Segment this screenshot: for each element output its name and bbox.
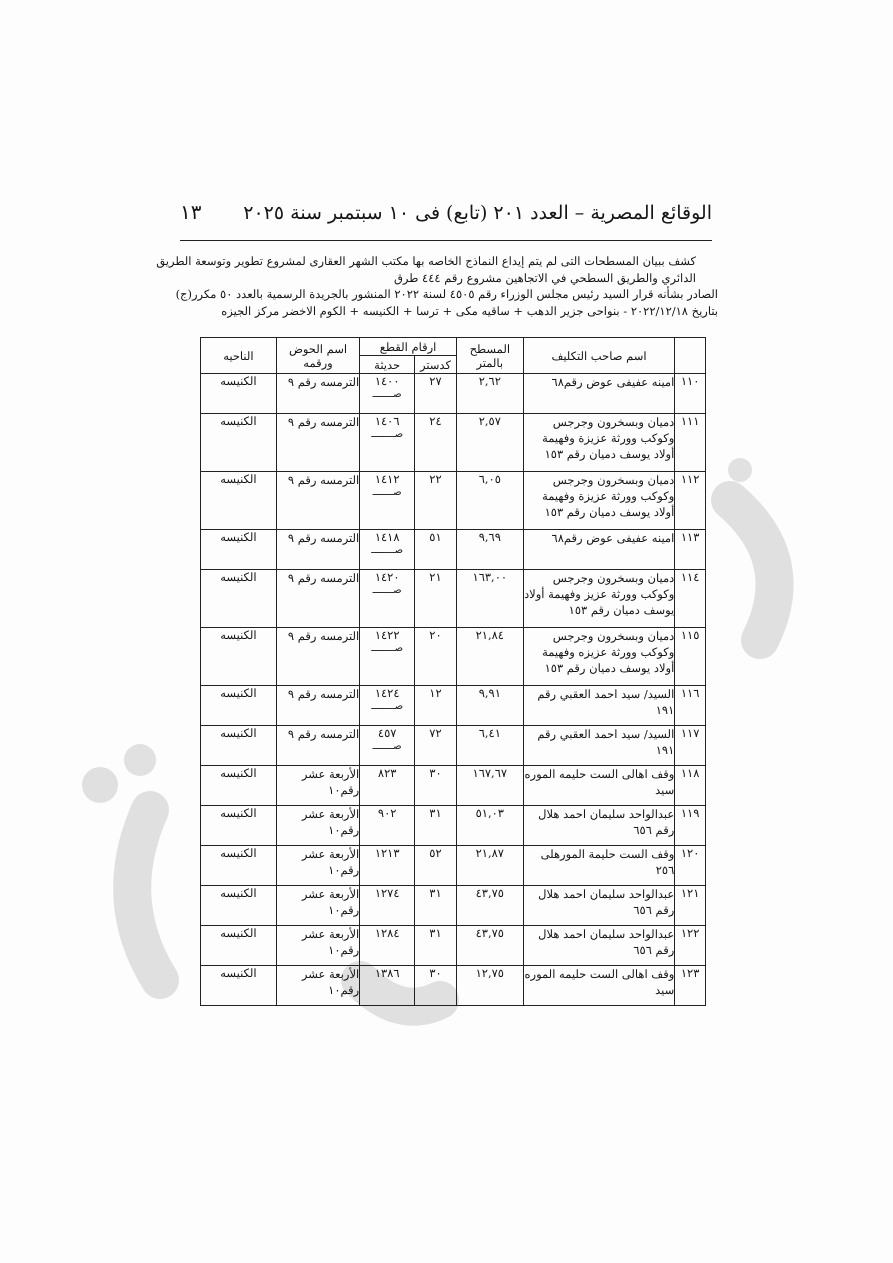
cadastral-value — [415, 806, 457, 846]
area-value — [456, 766, 523, 806]
cadastral-value — [415, 374, 457, 414]
district-name-text: الكنيسه — [220, 846, 257, 860]
district-name — [201, 686, 277, 726]
table-header — [201, 338, 706, 374]
hadith-value-text: ١٣٨٦ — [374, 966, 400, 980]
hadith-value-text: ١٤٢٤ — [374, 686, 400, 700]
basin-name — [276, 926, 359, 966]
district-name — [201, 766, 277, 806]
hadith-value-text: ١٤٢٢ — [374, 628, 400, 642]
row-number — [675, 886, 706, 926]
row-number-text: ١١٥ — [680, 628, 700, 642]
basin-name — [276, 966, 359, 1006]
header-basin — [276, 338, 359, 374]
owner-name-text: دميان وبسخرون وجرجس وكوكب وورثة عزيزه وفهيمة أولاد يوسف دميان رقم ١٥٣ — [542, 629, 675, 675]
row-number — [675, 926, 706, 966]
hadith-value-text: ١٤١٨ — [374, 530, 400, 544]
hadith-value-text: ١٢٧٤ — [374, 886, 400, 900]
basin-name — [276, 846, 359, 886]
basin-name-text: الأربعة عشر رقم١٠ — [301, 807, 360, 837]
basin-name-text: الأربعة عشر رقم١٠ — [301, 927, 360, 957]
owner-name-text: عبدالواحد سليمان احمد هلال رقم ٦٥٦ — [538, 807, 675, 837]
basin-name — [276, 886, 359, 926]
row-number-text: ١١١ — [680, 414, 700, 428]
row-number — [675, 530, 706, 570]
area-value-text: ١٢,٧٥ — [475, 966, 504, 980]
basin-name-text: الترمسه رقم ٩ — [287, 571, 360, 585]
hadith-value-text: ١٤١٢ — [374, 472, 400, 486]
hadith-value-text: ١٤٠٠ — [374, 374, 400, 388]
cadastral-value-text: ٣١ — [429, 806, 442, 820]
cadastral-value — [415, 472, 457, 530]
page-header — [180, 200, 712, 224]
area-value — [456, 570, 523, 628]
cadastral-value — [415, 414, 457, 472]
basin-name-text: الأربعة عشر رقم١٠ — [301, 967, 360, 997]
district-name-text: الكنيسه — [220, 472, 257, 486]
table-body — [201, 374, 706, 1006]
district-name-text: الكنيسه — [220, 886, 257, 900]
district-name — [201, 472, 277, 530]
table-row — [201, 472, 706, 530]
hadith-suffix: صـــــــ — [372, 389, 402, 400]
owner-name-text: امينه عفيفى عوض رقم٦٨ — [551, 531, 675, 545]
basin-name-text: الترمسه رقم ٩ — [287, 375, 360, 389]
header-divider — [180, 240, 712, 241]
hadith-suffix: صــــــــ — [371, 701, 404, 712]
cadastral-value-text: ٥٢ — [429, 846, 442, 860]
basin-name-text: الأربعة عشر رقم١٠ — [301, 847, 360, 877]
row-number-text: ١١٦ — [680, 686, 700, 700]
district-name-text: الكنيسه — [220, 570, 257, 584]
row-number-text: ١١٨ — [680, 766, 700, 780]
intro-line-4: بتاريخ ٢٠٢٢/١٢/١٨ - بنواحى جزير الدهب + ساقيه مكى + ترسا + الكنيسه + الكوم الاخضر مركز الجيزه — [221, 303, 718, 318]
table-row — [201, 570, 706, 628]
hadith-value — [360, 628, 415, 686]
district-name-text: الكنيسه — [220, 926, 257, 940]
area-value — [456, 414, 523, 472]
cadastral-value — [415, 570, 457, 628]
row-number-text: ١١٧ — [680, 726, 700, 740]
district-name-text: الكنيسه — [220, 374, 257, 388]
row-number — [675, 374, 706, 414]
cadastral-value — [415, 686, 457, 726]
intro-line-2: الدائري والطريق السطحي في الاتجاهين مشروع رقم ٤٤٤ طرق — [393, 270, 696, 285]
owner-name — [523, 570, 674, 628]
area-value — [456, 726, 523, 766]
district-name — [201, 926, 277, 966]
cadastral-value-text: ٢٤ — [429, 414, 442, 428]
owner-name-text: السيد/ سيد احمد العقبي رقم ١٩١ — [537, 687, 675, 717]
header-area-line2: بالمتر — [476, 355, 504, 370]
cadastral-value — [415, 846, 457, 886]
owner-name-text: امينه عفيفى عوض رقم٦٨ — [551, 375, 675, 389]
area-value-text: ٤٣,٧٥ — [475, 926, 504, 940]
row-number — [675, 570, 706, 628]
hadith-value-text: ٤٥٧ — [377, 726, 397, 740]
cadastral-value — [415, 966, 457, 1006]
district-name — [201, 726, 277, 766]
page-number: ١٣ — [180, 200, 202, 224]
owner-name — [523, 530, 674, 570]
area-value — [456, 472, 523, 530]
district-name-text: الكنيسه — [220, 530, 257, 544]
district-name-text: الكنيسه — [220, 766, 257, 780]
row-number-text: ١١٤ — [680, 570, 700, 584]
header-district: الناحيه — [201, 338, 277, 374]
owner-name-text: دميان وبسخرون وجرجس وكوكب وورثة عزيز وفهيمة أولاد يوسف دميان رقم ١٥٣ — [524, 571, 675, 617]
owner-name — [523, 414, 674, 472]
basin-name-text: الأربعة عشر رقم١٠ — [301, 767, 360, 797]
district-name — [201, 846, 277, 886]
hadith-value — [360, 886, 415, 926]
basin-name — [276, 766, 359, 806]
area-value-text: ٢١,٨٧ — [475, 846, 504, 860]
gazette-title: الوقائع المصرية – العدد ٢٠١ (تابع) فى ١٠ سبتمبر سنة ٢٠٢٥ — [243, 202, 712, 224]
district-name — [201, 530, 277, 570]
district-name-text: الكنيسه — [220, 806, 257, 820]
area-value-text: ٩,٦٩ — [478, 530, 501, 544]
cadastral-value-text: ٢٧ — [429, 374, 442, 388]
owner-name — [523, 966, 674, 1006]
owner-name-text: دميان وبسخرون وجرجس وكوكب وورثة عزيزة وفهيمة أولاد يوسف دميان رقم ١٥٣ — [542, 415, 675, 461]
table-row — [201, 806, 706, 846]
cadastral-value — [415, 766, 457, 806]
header-cadastral: كدستر — [415, 356, 457, 374]
area-value-text: ٩,٩١ — [478, 686, 501, 700]
hadith-value — [360, 374, 415, 414]
basin-name — [276, 530, 359, 570]
cadastral-value-text: ٢٢ — [429, 472, 442, 486]
header-area-line1: المسطح — [469, 341, 511, 356]
hadith-value — [360, 570, 415, 628]
table-row — [201, 374, 706, 414]
cadastral-value — [415, 926, 457, 966]
owner-name-text: دميان وبسخرون وجرجس وكوكب وورثة عزيزة وفهيمة أولاد يوسف دميان رقم ١٥٣ — [542, 473, 675, 519]
row-number — [675, 766, 706, 806]
header-basin-line2: ورقمه — [303, 355, 333, 370]
basin-name-text: الترمسه رقم ٩ — [287, 473, 360, 487]
hadith-suffix: صــــــــ — [371, 545, 404, 556]
hadith-suffix: صـــــــ — [372, 585, 402, 596]
row-number-text: ١٢٠ — [680, 846, 700, 860]
row-number-text: ١١٣ — [680, 530, 700, 544]
owner-name — [523, 374, 674, 414]
district-name — [201, 628, 277, 686]
basin-name — [276, 686, 359, 726]
header-row-number — [675, 338, 706, 374]
hadith-value-text: ١٤٢٠ — [374, 570, 400, 584]
district-name — [201, 414, 277, 472]
area-value-text: ٦,٤١ — [478, 726, 501, 740]
header-area — [456, 338, 523, 374]
header-basin-line1: اسم الحوض — [288, 341, 348, 356]
intro-line-3: الصادر بشأنه قرار السيد رئيس مجلس الوزراء رقم ٤٥٠٥ لسنة ٢٠٢٢ المنشور بالجريدة الرسمية بالعدد ٥٠ مكرر(ج) — [175, 287, 718, 301]
basin-name — [276, 374, 359, 414]
area-value-text: ٢,٥٧ — [478, 414, 501, 428]
area-value — [456, 806, 523, 846]
hadith-suffix: صـــــــ — [372, 741, 402, 752]
district-name — [201, 966, 277, 1006]
row-number-text: ١٢٢ — [680, 926, 700, 940]
area-value-text: ١٦٧,٦٧ — [472, 766, 508, 780]
owner-name — [523, 886, 674, 926]
cadastral-value — [415, 886, 457, 926]
header-owner: اسم صاحب التكليف — [523, 338, 674, 374]
table-row — [201, 686, 706, 726]
row-number-text: ١٢٣ — [680, 966, 700, 980]
owner-name — [523, 926, 674, 966]
table-row — [201, 726, 706, 766]
cadastral-value-text: ٥١ — [429, 530, 442, 544]
district-name-text: الكنيسه — [220, 966, 257, 980]
hadith-value-text: ١٢٨٤ — [374, 926, 400, 940]
row-number — [675, 846, 706, 886]
table-row — [201, 846, 706, 886]
district-name — [201, 374, 277, 414]
owner-name-text: السيد/ سيد احمد العقبي رقم ١٩١ — [537, 727, 675, 757]
hadith-value-text: ٩٠٢ — [377, 806, 397, 820]
row-number-text: ١١٩ — [680, 806, 700, 820]
basin-name — [276, 472, 359, 530]
area-value-text: ٤٣,٧٥ — [475, 886, 504, 900]
basin-name-text: الترمسه رقم ٩ — [287, 629, 360, 643]
district-name — [201, 570, 277, 628]
parcels-table — [200, 337, 706, 1006]
area-value — [456, 846, 523, 886]
row-number — [675, 686, 706, 726]
header-hadith: حديثة — [360, 356, 415, 374]
owner-name — [523, 846, 674, 886]
basin-name-text: الترمسه رقم ٩ — [287, 531, 360, 545]
area-value — [456, 374, 523, 414]
cadastral-value-text: ٣٠ — [429, 766, 442, 780]
area-value-text: ٥١,٠٣ — [475, 806, 504, 820]
hadith-value — [360, 926, 415, 966]
owner-name-text: وقف الست حليمة المورهلى ٢٥٦ — [540, 847, 675, 877]
district-name-text: الكنيسه — [220, 686, 257, 700]
cadastral-value-text: ٣١ — [429, 926, 442, 940]
owner-name-text: وقف اهالى الست حليمه الموره سيد — [524, 967, 675, 997]
basin-name-text: الترمسه رقم ٩ — [287, 727, 360, 741]
hadith-value — [360, 472, 415, 530]
owner-name — [523, 726, 674, 766]
cadastral-value-text: ١٢ — [429, 686, 442, 700]
owner-name — [523, 806, 674, 846]
basin-name-text: الأربعة عشر رقم١٠ — [301, 887, 360, 917]
hadith-suffix: صـــــــ — [372, 487, 402, 498]
owner-name-text: عبدالواحد سليمان احمد هلال رقم ٦٥٦ — [538, 927, 675, 957]
owner-name — [523, 472, 674, 530]
basin-name — [276, 628, 359, 686]
basin-name — [276, 414, 359, 472]
district-name — [201, 806, 277, 846]
area-value — [456, 686, 523, 726]
owner-name — [523, 766, 674, 806]
hadith-value — [360, 414, 415, 472]
area-value-text: ٢١,٨٤ — [475, 628, 504, 642]
hadith-value-text: ١٢١٣ — [374, 846, 400, 860]
hadith-suffix: صــــــــ — [371, 429, 404, 440]
row-number — [675, 472, 706, 530]
cadastral-value — [415, 530, 457, 570]
district-name-text: الكنيسه — [220, 628, 257, 642]
cadastral-value — [415, 726, 457, 766]
table-row — [201, 966, 706, 1006]
row-number — [675, 806, 706, 846]
table-row — [201, 766, 706, 806]
hadith-value — [360, 686, 415, 726]
cadastral-value-text: ٣١ — [429, 886, 442, 900]
area-value-text: ٢,٦٢ — [478, 374, 501, 388]
district-name-text: الكنيسه — [220, 726, 257, 740]
table-row — [201, 530, 706, 570]
district-name — [201, 886, 277, 926]
area-value — [456, 628, 523, 686]
hadith-value — [360, 530, 415, 570]
intro-line-1: كشف ببيان المسطحات التى لم يتم إيداع النماذج الخاصه بها مكتب الشهر العقارى لمشروع تطوير وتوسعة الطريق — [156, 254, 696, 268]
district-name-text: الكنيسه — [220, 414, 257, 428]
hadith-value-text: ١٤٠٦ — [374, 414, 400, 428]
area-value-text: ٦,٠٥ — [478, 472, 501, 486]
area-value — [456, 926, 523, 966]
hadith-suffix: صــــــــ — [371, 643, 404, 654]
intro-statement — [156, 253, 718, 319]
table-row — [201, 414, 706, 472]
row-number-text: ١١٠ — [680, 374, 700, 388]
hadith-value-text: ٨٢٣ — [377, 766, 397, 780]
hadith-value — [360, 766, 415, 806]
cadastral-value-text: ٧٢ — [429, 726, 442, 740]
row-number-text: ١١٢ — [680, 472, 700, 486]
table-row — [201, 628, 706, 686]
row-number-text: ١٢١ — [680, 886, 700, 900]
basin-name — [276, 726, 359, 766]
owner-name — [523, 686, 674, 726]
cadastral-value — [415, 628, 457, 686]
table-row — [201, 886, 706, 926]
hadith-value — [360, 846, 415, 886]
row-number — [675, 414, 706, 472]
basin-name — [276, 570, 359, 628]
owner-name — [523, 628, 674, 686]
row-number — [675, 966, 706, 1006]
area-value — [456, 886, 523, 926]
basin-name-text: الترمسه رقم ٩ — [287, 415, 360, 429]
area-value — [456, 966, 523, 1006]
hadith-value — [360, 726, 415, 766]
header-plots: ارقام القطع — [360, 338, 457, 356]
table-row — [201, 926, 706, 966]
owner-name-text: عبدالواحد سليمان احمد هلال رقم ٦٥٦ — [538, 887, 675, 917]
row-number — [675, 628, 706, 686]
owner-name-text: وقف اهالى الست حليمه الموره سيد — [524, 767, 675, 797]
basin-name-text: الترمسه رقم ٩ — [287, 687, 360, 701]
cadastral-value-text: ٣٠ — [429, 966, 442, 980]
cadastral-value-text: ٢٠ — [429, 628, 442, 642]
row-number — [675, 726, 706, 766]
hadith-value — [360, 806, 415, 846]
area-value-text: ١٦٣,٠٠ — [472, 570, 508, 584]
cadastral-value-text: ٢١ — [429, 570, 442, 584]
basin-name — [276, 806, 359, 846]
hadith-value — [360, 966, 415, 1006]
area-value — [456, 530, 523, 570]
